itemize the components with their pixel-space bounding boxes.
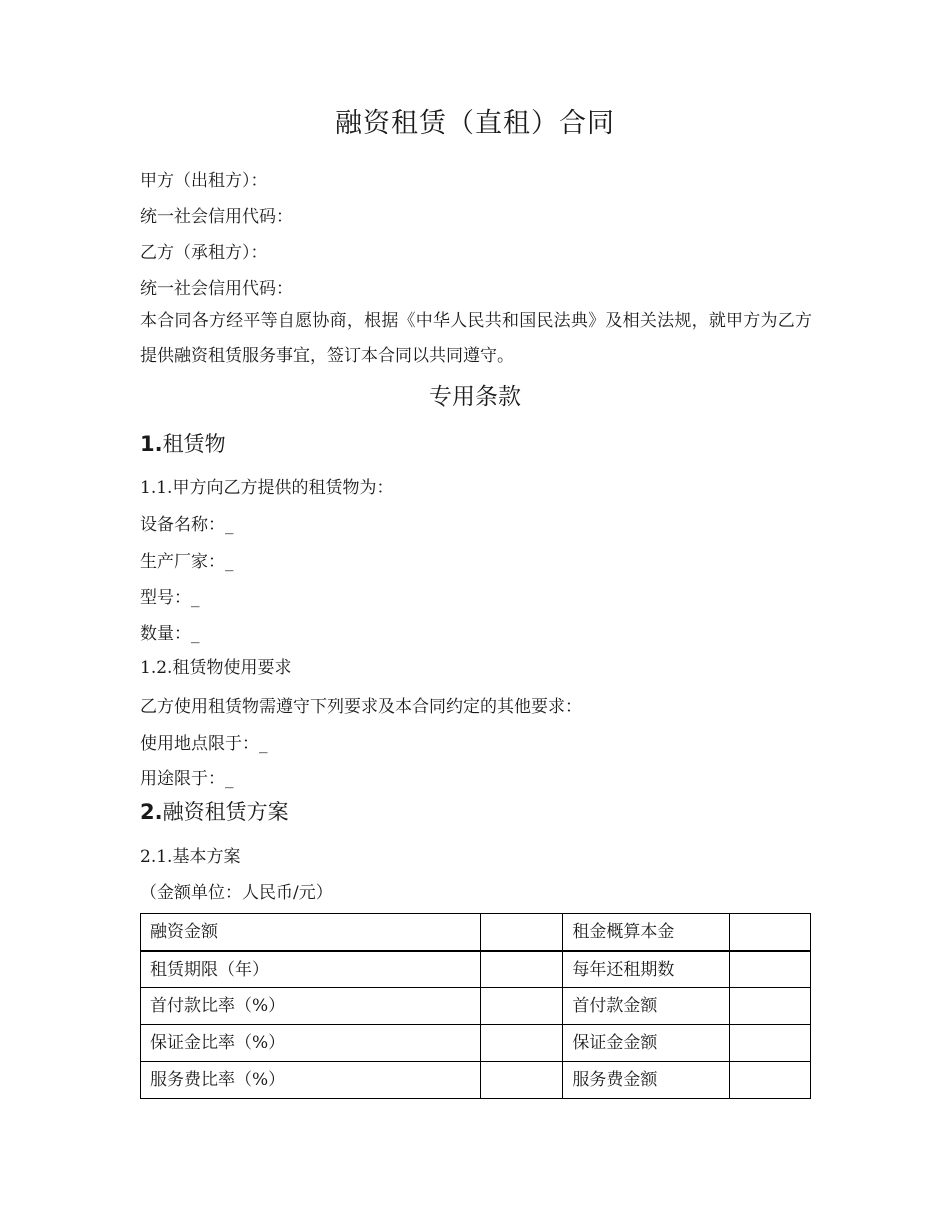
usage-purpose-field: 用途限于：_: [140, 769, 234, 789]
financing-plan-table: [140, 913, 811, 1099]
table-cell-left-value[interactable]: [481, 914, 563, 951]
table-row: [141, 951, 811, 988]
table-cell-right-label: 服务费金额: [563, 1062, 730, 1099]
currency-note: （金额单位：人民币/元）: [140, 883, 333, 903]
table-cell-right-label: 保证金金额: [563, 1025, 730, 1062]
table-cell-right-label: 首付款金额: [563, 988, 730, 1025]
clause-1-1: 1.1.甲方向乙方提供的租赁物为：: [140, 478, 394, 498]
table-cell-left-value[interactable]: [481, 1025, 563, 1062]
document-title: 融资租赁（直租）合同: [335, 108, 615, 139]
section-1-title: 租赁物: [162, 432, 226, 456]
table-row: [141, 988, 811, 1025]
table-cell-right-value[interactable]: [730, 1062, 811, 1099]
table-cell-left-label: 首付款比率（%）: [141, 988, 481, 1025]
model-field: 型号：_: [140, 588, 200, 608]
usage-location-field: 使用地点限于：_: [140, 734, 268, 754]
table-cell-right-label: 每年还租期数: [563, 951, 730, 988]
table-row: [141, 1025, 811, 1062]
table-cell-left-value[interactable]: [481, 1062, 563, 1099]
party-a-code-label: 统一社会信用代码：: [140, 207, 293, 227]
section-2-heading: [140, 796, 289, 826]
usage-intro: 乙方使用租赁物需遵守下列要求及本合同约定的其他要求：: [140, 697, 582, 717]
table-cell-left-value[interactable]: [481, 988, 563, 1025]
preamble-paragraph: 本合同各方经平等自愿协商，根据《中华人民共和国民法典》及相关法规，就甲方为乙方提供融资租赁服务事宜，签订本合同以共同遵守。: [140, 311, 812, 366]
financing-plan-table-body: [141, 914, 811, 1099]
clause-1-2: 1.2.租赁物使用要求: [140, 658, 292, 678]
section-2-title: 融资租赁方案: [162, 800, 289, 824]
table-cell-left-value[interactable]: [481, 951, 563, 988]
quantity-field: 数量：_: [140, 624, 200, 644]
table-cell-left-label: 保证金比率（%）: [141, 1025, 481, 1062]
party-b-label: 乙方（承租方）：: [140, 243, 268, 263]
table-cell-right-label: 租金概算本金: [563, 914, 730, 951]
table-cell-left-label: 服务费比率（%）: [141, 1062, 481, 1099]
table-cell-right-value[interactable]: [730, 951, 811, 988]
section-2-number: 2.: [140, 800, 163, 824]
table-row: [141, 914, 811, 951]
equipment-name-field: 设备名称：_: [140, 515, 234, 535]
table-cell-left-label: 租赁期限（年）: [141, 951, 481, 988]
special-terms-heading: 专用条款: [429, 384, 521, 410]
table-cell-right-value[interactable]: [730, 988, 811, 1025]
section-1-number: 1.: [140, 432, 163, 456]
clause-2-1: 2.1.基本方案: [140, 847, 241, 867]
party-a-label: 甲方（出租方）：: [140, 171, 268, 191]
table-cell-right-value[interactable]: [730, 914, 811, 951]
party-b-code-label: 统一社会信用代码：: [140, 279, 293, 299]
section-1-heading: [140, 428, 226, 458]
table-row: [141, 1062, 811, 1099]
manufacturer-field: 生产厂家：_: [140, 552, 234, 572]
table-cell-left-label: 融资金额: [141, 914, 481, 951]
table-cell-right-value[interactable]: [730, 1025, 811, 1062]
